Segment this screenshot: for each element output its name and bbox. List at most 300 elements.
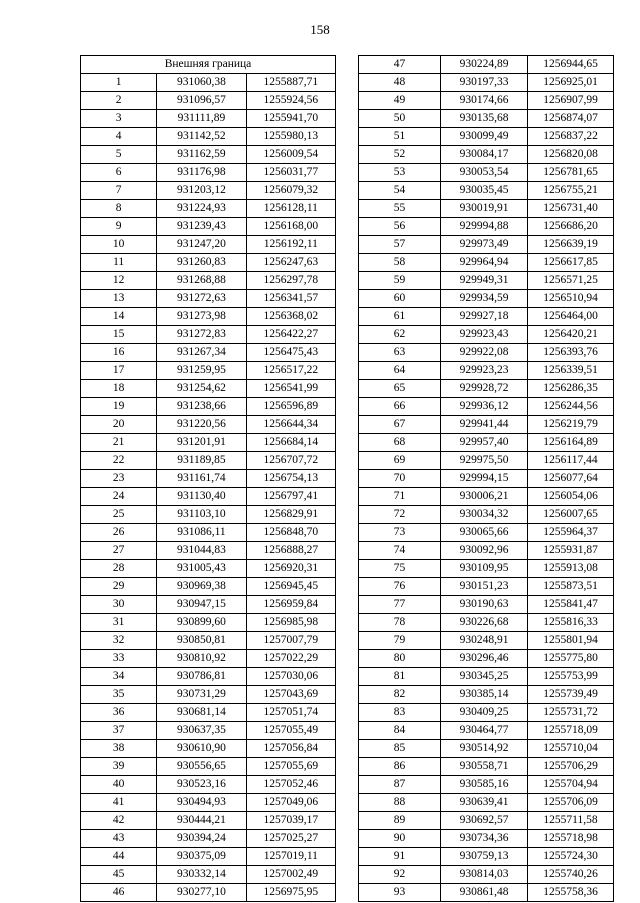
- y-coordinate-cell: 1256820,08: [528, 146, 614, 164]
- point-number-cell: 52: [359, 146, 441, 164]
- table-row: [359, 92, 614, 110]
- point-number-cell: 91: [359, 848, 441, 866]
- table-row: [359, 650, 614, 668]
- x-coordinate-cell: 930969,38: [157, 578, 246, 596]
- point-number-cell: 67: [359, 416, 441, 434]
- x-coordinate-cell: 929957,40: [441, 434, 528, 452]
- point-number-cell: 51: [359, 128, 441, 146]
- y-coordinate-cell: 1255964,37: [528, 524, 614, 542]
- table-row: [359, 452, 614, 470]
- y-coordinate-cell: 1256925,01: [528, 74, 614, 92]
- table-row: [359, 254, 614, 272]
- table-row: [81, 704, 336, 722]
- table-row: [81, 848, 336, 866]
- x-coordinate-cell: 931096,57: [157, 92, 246, 110]
- table-row: [359, 632, 614, 650]
- table-header-outer-boundary: Внешняя граница: [81, 56, 336, 74]
- y-coordinate-cell: 1256079,32: [246, 182, 335, 200]
- y-coordinate-cell: 1255913,08: [528, 560, 614, 578]
- y-coordinate-cell: 1256117,44: [528, 452, 614, 470]
- y-coordinate-cell: 1255816,33: [528, 614, 614, 632]
- point-number-cell: 89: [359, 812, 441, 830]
- point-number-cell: 10: [81, 236, 157, 254]
- table-row: [359, 200, 614, 218]
- y-coordinate-cell: 1256168,00: [246, 218, 335, 236]
- point-number-cell: 57: [359, 236, 441, 254]
- point-number-cell: 5: [81, 146, 157, 164]
- table-row: [81, 812, 336, 830]
- table-row: [81, 200, 336, 218]
- point-number-cell: 39: [81, 758, 157, 776]
- x-coordinate-cell: 930556,65: [157, 758, 246, 776]
- point-number-cell: 22: [81, 452, 157, 470]
- x-coordinate-cell: 930464,77: [441, 722, 528, 740]
- table-row: [359, 362, 614, 380]
- table-row: [81, 668, 336, 686]
- x-coordinate-cell: 930734,36: [441, 830, 528, 848]
- y-coordinate-cell: 1256286,35: [528, 380, 614, 398]
- point-number-cell: 36: [81, 704, 157, 722]
- point-number-cell: 29: [81, 578, 157, 596]
- table-row: [81, 632, 336, 650]
- table-row: [81, 344, 336, 362]
- y-coordinate-cell: 1255775,80: [528, 650, 614, 668]
- x-coordinate-cell: 929923,43: [441, 326, 528, 344]
- y-coordinate-cell: 1256731,40: [528, 200, 614, 218]
- point-number-cell: 56: [359, 218, 441, 236]
- point-number-cell: 24: [81, 488, 157, 506]
- x-coordinate-cell: 931103,10: [157, 506, 246, 524]
- table-row: [359, 344, 614, 362]
- x-coordinate-cell: 930523,16: [157, 776, 246, 794]
- table-row: [359, 308, 614, 326]
- x-coordinate-cell: 931272,83: [157, 326, 246, 344]
- x-coordinate-cell: 929934,59: [441, 290, 528, 308]
- x-coordinate-cell: 931220,56: [157, 416, 246, 434]
- y-coordinate-cell: 1256975,95: [246, 884, 335, 902]
- x-coordinate-cell: 931176,98: [157, 164, 246, 182]
- x-coordinate-cell: 931130,40: [157, 488, 246, 506]
- table-row: [359, 812, 614, 830]
- x-coordinate-cell: 929927,18: [441, 308, 528, 326]
- x-coordinate-cell: 929949,31: [441, 272, 528, 290]
- table-row: [359, 146, 614, 164]
- y-coordinate-cell: 1255841,47: [528, 596, 614, 614]
- point-number-cell: 48: [359, 74, 441, 92]
- point-number-cell: 76: [359, 578, 441, 596]
- table-row: [81, 884, 336, 902]
- x-coordinate-cell: 930558,71: [441, 758, 528, 776]
- point-number-cell: 27: [81, 542, 157, 560]
- y-coordinate-cell: 1257055,49: [246, 722, 335, 740]
- table-row: [359, 470, 614, 488]
- point-number-cell: 68: [359, 434, 441, 452]
- x-coordinate-cell: 930174,66: [441, 92, 528, 110]
- x-coordinate-cell: 930385,14: [441, 686, 528, 704]
- point-number-cell: 33: [81, 650, 157, 668]
- x-coordinate-cell: 930135,68: [441, 110, 528, 128]
- x-coordinate-cell: 931189,85: [157, 452, 246, 470]
- point-number-cell: 77: [359, 596, 441, 614]
- table-row: [81, 290, 336, 308]
- point-number-cell: 65: [359, 380, 441, 398]
- y-coordinate-cell: 1255706,29: [528, 758, 614, 776]
- y-coordinate-cell: 1257002,49: [246, 866, 335, 884]
- table-row: [81, 110, 336, 128]
- y-coordinate-cell: 1256054,06: [528, 488, 614, 506]
- table-row: [359, 542, 614, 560]
- x-coordinate-cell: 930444,21: [157, 812, 246, 830]
- x-coordinate-cell: 929975,50: [441, 452, 528, 470]
- x-coordinate-cell: 930034,32: [441, 506, 528, 524]
- x-coordinate-cell: 931086,11: [157, 524, 246, 542]
- point-number-cell: 80: [359, 650, 441, 668]
- x-coordinate-cell: 930248,91: [441, 632, 528, 650]
- point-number-cell: 3: [81, 110, 157, 128]
- y-coordinate-cell: 1256422,27: [246, 326, 335, 344]
- y-coordinate-cell: 1256888,27: [246, 542, 335, 560]
- x-coordinate-cell: 929922,08: [441, 344, 528, 362]
- x-coordinate-cell: 930850,81: [157, 632, 246, 650]
- table-row: [359, 866, 614, 884]
- table-row: [359, 776, 614, 794]
- point-number-cell: 2: [81, 92, 157, 110]
- point-number-cell: 13: [81, 290, 157, 308]
- y-coordinate-cell: 1256781,65: [528, 164, 614, 182]
- table-row: [359, 884, 614, 902]
- x-coordinate-cell: 931254,62: [157, 380, 246, 398]
- x-coordinate-cell: 930224,89: [441, 56, 528, 74]
- table-row: [359, 596, 614, 614]
- point-number-cell: 92: [359, 866, 441, 884]
- x-coordinate-cell: 930345,25: [441, 668, 528, 686]
- x-coordinate-cell: 931268,88: [157, 272, 246, 290]
- point-number-cell: 38: [81, 740, 157, 758]
- y-coordinate-cell: 1256219,79: [528, 416, 614, 434]
- y-coordinate-cell: 1256797,41: [246, 488, 335, 506]
- y-coordinate-cell: 1257019,11: [246, 848, 335, 866]
- y-coordinate-cell: 1256517,22: [246, 362, 335, 380]
- y-coordinate-cell: 1256754,13: [246, 470, 335, 488]
- x-coordinate-cell: 930035,45: [441, 182, 528, 200]
- table-row: [81, 146, 336, 164]
- table-row: [81, 272, 336, 290]
- x-coordinate-cell: 930151,23: [441, 578, 528, 596]
- point-number-cell: 32: [81, 632, 157, 650]
- table-row: [359, 794, 614, 812]
- x-coordinate-cell: 931005,43: [157, 560, 246, 578]
- point-number-cell: 88: [359, 794, 441, 812]
- point-number-cell: 59: [359, 272, 441, 290]
- point-number-cell: 81: [359, 668, 441, 686]
- y-coordinate-cell: 1255706,09: [528, 794, 614, 812]
- y-coordinate-cell: 1256920,31: [246, 560, 335, 578]
- table-row: [359, 704, 614, 722]
- x-coordinate-cell: 930692,57: [441, 812, 528, 830]
- point-number-cell: 93: [359, 884, 441, 902]
- table-row: [81, 326, 336, 344]
- y-coordinate-cell: 1255931,87: [528, 542, 614, 560]
- table-row: [359, 524, 614, 542]
- point-number-cell: 30: [81, 596, 157, 614]
- y-coordinate-cell: 1255801,94: [528, 632, 614, 650]
- y-coordinate-cell: 1255711,58: [528, 812, 614, 830]
- y-coordinate-cell: 1256368,02: [246, 308, 335, 326]
- table-row: [81, 416, 336, 434]
- point-number-cell: 43: [81, 830, 157, 848]
- table-row: [81, 398, 336, 416]
- x-coordinate-cell: 931161,74: [157, 470, 246, 488]
- x-coordinate-cell: 930947,15: [157, 596, 246, 614]
- point-number-cell: 40: [81, 776, 157, 794]
- x-coordinate-cell: 930006,21: [441, 488, 528, 506]
- point-number-cell: 18: [81, 380, 157, 398]
- point-number-cell: 61: [359, 308, 441, 326]
- y-coordinate-cell: 1256755,21: [528, 182, 614, 200]
- point-number-cell: 64: [359, 362, 441, 380]
- x-coordinate-cell: 930514,92: [441, 740, 528, 758]
- point-number-cell: 35: [81, 686, 157, 704]
- table-row: [81, 740, 336, 758]
- table-row: [81, 560, 336, 578]
- y-coordinate-cell: 1256192,11: [246, 236, 335, 254]
- y-coordinate-cell: 1257049,06: [246, 794, 335, 812]
- point-number-cell: 69: [359, 452, 441, 470]
- table-row: [359, 164, 614, 182]
- point-number-cell: 11: [81, 254, 157, 272]
- y-coordinate-cell: 1256874,07: [528, 110, 614, 128]
- y-coordinate-cell: 1256707,72: [246, 452, 335, 470]
- point-number-cell: 63: [359, 344, 441, 362]
- table-row: [359, 290, 614, 308]
- table-row: [359, 740, 614, 758]
- y-coordinate-cell: 1256907,99: [528, 92, 614, 110]
- x-coordinate-cell: 930065,66: [441, 524, 528, 542]
- x-coordinate-cell: 931162,59: [157, 146, 246, 164]
- point-number-cell: 1: [81, 74, 157, 92]
- x-coordinate-cell: 930084,17: [441, 146, 528, 164]
- x-coordinate-cell: 930226,68: [441, 614, 528, 632]
- x-coordinate-cell: 930092,96: [441, 542, 528, 560]
- y-coordinate-cell: 1255740,26: [528, 866, 614, 884]
- x-coordinate-cell: 930109,95: [441, 560, 528, 578]
- x-coordinate-cell: 929964,94: [441, 254, 528, 272]
- x-coordinate-cell: 930681,14: [157, 704, 246, 722]
- point-number-cell: 78: [359, 614, 441, 632]
- table-row: [81, 452, 336, 470]
- x-coordinate-cell: 930019,91: [441, 200, 528, 218]
- point-number-cell: 42: [81, 812, 157, 830]
- y-coordinate-cell: 1256959,84: [246, 596, 335, 614]
- y-coordinate-cell: 1255731,72: [528, 704, 614, 722]
- x-coordinate-cell: 931142,52: [157, 128, 246, 146]
- point-number-cell: 20: [81, 416, 157, 434]
- point-number-cell: 62: [359, 326, 441, 344]
- point-number-cell: 47: [359, 56, 441, 74]
- table-row: [81, 236, 336, 254]
- x-coordinate-cell: 931224,93: [157, 200, 246, 218]
- y-coordinate-cell: 1256829,91: [246, 506, 335, 524]
- x-coordinate-cell: 930759,13: [441, 848, 528, 866]
- x-coordinate-cell: 931273,98: [157, 308, 246, 326]
- point-number-cell: 14: [81, 308, 157, 326]
- y-coordinate-cell: 1256639,19: [528, 236, 614, 254]
- x-coordinate-cell: 930277,10: [157, 884, 246, 902]
- x-coordinate-cell: 931060,38: [157, 74, 246, 92]
- table-row: [81, 128, 336, 146]
- x-coordinate-cell: 931238,66: [157, 398, 246, 416]
- x-coordinate-cell: 929923,23: [441, 362, 528, 380]
- y-coordinate-cell: 1256007,65: [528, 506, 614, 524]
- table-row: [81, 182, 336, 200]
- point-number-cell: 72: [359, 506, 441, 524]
- x-coordinate-cell: 931239,43: [157, 218, 246, 236]
- point-number-cell: 17: [81, 362, 157, 380]
- x-coordinate-cell: 930053,54: [441, 164, 528, 182]
- point-number-cell: 23: [81, 470, 157, 488]
- x-coordinate-cell: 931260,83: [157, 254, 246, 272]
- x-coordinate-cell: 930810,92: [157, 650, 246, 668]
- table-row: [359, 686, 614, 704]
- table-row: [359, 182, 614, 200]
- x-coordinate-cell: 929941,44: [441, 416, 528, 434]
- y-coordinate-cell: 1256244,56: [528, 398, 614, 416]
- x-coordinate-cell: 931247,20: [157, 236, 246, 254]
- table-row: [81, 524, 336, 542]
- y-coordinate-cell: 1255924,56: [246, 92, 335, 110]
- table-row: [81, 470, 336, 488]
- point-number-cell: 54: [359, 182, 441, 200]
- y-coordinate-cell: 1255873,51: [528, 578, 614, 596]
- table-row: [359, 434, 614, 452]
- point-number-cell: 85: [359, 740, 441, 758]
- point-number-cell: 41: [81, 794, 157, 812]
- point-number-cell: 9: [81, 218, 157, 236]
- y-coordinate-cell: 1256945,45: [246, 578, 335, 596]
- point-number-cell: 16: [81, 344, 157, 362]
- table-row: [81, 686, 336, 704]
- table-row: [81, 308, 336, 326]
- point-number-cell: 34: [81, 668, 157, 686]
- table-row: [81, 506, 336, 524]
- y-coordinate-cell: 1256644,34: [246, 416, 335, 434]
- table-row: [359, 848, 614, 866]
- table-row: [359, 722, 614, 740]
- x-coordinate-cell: 931201,91: [157, 434, 246, 452]
- y-coordinate-cell: 1255887,71: [246, 74, 335, 92]
- point-number-cell: 44: [81, 848, 157, 866]
- table-row: [81, 776, 336, 794]
- x-coordinate-cell: 930610,90: [157, 740, 246, 758]
- point-number-cell: 46: [81, 884, 157, 902]
- table-row: [359, 488, 614, 506]
- x-coordinate-cell: 930861,48: [441, 884, 528, 902]
- y-coordinate-cell: 1257039,17: [246, 812, 335, 830]
- table-row: [359, 830, 614, 848]
- point-number-cell: 12: [81, 272, 157, 290]
- y-coordinate-cell: 1257025,27: [246, 830, 335, 848]
- point-number-cell: 83: [359, 704, 441, 722]
- point-number-cell: 26: [81, 524, 157, 542]
- y-coordinate-cell: 1256164,89: [528, 434, 614, 452]
- y-coordinate-cell: 1256128,11: [246, 200, 335, 218]
- x-coordinate-cell: 930190,63: [441, 596, 528, 614]
- page-number: 158: [310, 22, 330, 37]
- point-number-cell: 71: [359, 488, 441, 506]
- y-coordinate-cell: 1255724,30: [528, 848, 614, 866]
- table-row: [81, 164, 336, 182]
- y-coordinate-cell: 1256617,85: [528, 254, 614, 272]
- x-coordinate-cell: 929994,88: [441, 218, 528, 236]
- y-coordinate-cell: 1255753,99: [528, 668, 614, 686]
- y-coordinate-cell: 1256985,98: [246, 614, 335, 632]
- table-row: [81, 542, 336, 560]
- y-coordinate-cell: 1256247,63: [246, 254, 335, 272]
- y-coordinate-cell: 1257051,74: [246, 704, 335, 722]
- y-coordinate-cell: 1256571,25: [528, 272, 614, 290]
- y-coordinate-cell: 1255718,09: [528, 722, 614, 740]
- y-coordinate-cell: 1256297,78: [246, 272, 335, 290]
- y-coordinate-cell: 1256848,70: [246, 524, 335, 542]
- x-coordinate-cell: 930585,16: [441, 776, 528, 794]
- table-row: [81, 794, 336, 812]
- y-coordinate-cell: 1256031,77: [246, 164, 335, 182]
- y-coordinate-cell: 1255739,49: [528, 686, 614, 704]
- table-row: [81, 362, 336, 380]
- table-row: [359, 380, 614, 398]
- point-number-cell: 73: [359, 524, 441, 542]
- table-row: [81, 578, 336, 596]
- x-coordinate-cell: 931111,89: [157, 110, 246, 128]
- table-row: [81, 74, 336, 92]
- y-coordinate-cell: 1256009,54: [246, 146, 335, 164]
- point-number-cell: 82: [359, 686, 441, 704]
- table-row: [359, 74, 614, 92]
- point-number-cell: 60: [359, 290, 441, 308]
- table-row: [359, 56, 614, 74]
- x-coordinate-cell: 929928,72: [441, 380, 528, 398]
- x-coordinate-cell: 930332,14: [157, 866, 246, 884]
- table-row: [359, 668, 614, 686]
- x-coordinate-cell: 931044,83: [157, 542, 246, 560]
- point-number-cell: 4: [81, 128, 157, 146]
- x-coordinate-cell: 930899,60: [157, 614, 246, 632]
- y-coordinate-cell: 1256341,57: [246, 290, 335, 308]
- y-coordinate-cell: 1256339,51: [528, 362, 614, 380]
- table-row: [81, 866, 336, 884]
- point-number-cell: 25: [81, 506, 157, 524]
- x-coordinate-cell: 930197,33: [441, 74, 528, 92]
- point-number-cell: 86: [359, 758, 441, 776]
- point-number-cell: 75: [359, 560, 441, 578]
- y-coordinate-cell: 1257052,46: [246, 776, 335, 794]
- x-coordinate-cell: 929936,12: [441, 398, 528, 416]
- y-coordinate-cell: 1257043,69: [246, 686, 335, 704]
- x-coordinate-cell: 930099,49: [441, 128, 528, 146]
- x-coordinate-cell: 930375,09: [157, 848, 246, 866]
- y-coordinate-cell: 1255980,13: [246, 128, 335, 146]
- y-coordinate-cell: 1256510,94: [528, 290, 614, 308]
- point-number-cell: 50: [359, 110, 441, 128]
- point-number-cell: 31: [81, 614, 157, 632]
- point-number-cell: 74: [359, 542, 441, 560]
- coordinates-table-right: [358, 55, 614, 902]
- x-coordinate-cell: 930637,35: [157, 722, 246, 740]
- point-number-cell: 58: [359, 254, 441, 272]
- table-row: [359, 326, 614, 344]
- y-coordinate-cell: 1257056,84: [246, 740, 335, 758]
- x-coordinate-cell: 929994,15: [441, 470, 528, 488]
